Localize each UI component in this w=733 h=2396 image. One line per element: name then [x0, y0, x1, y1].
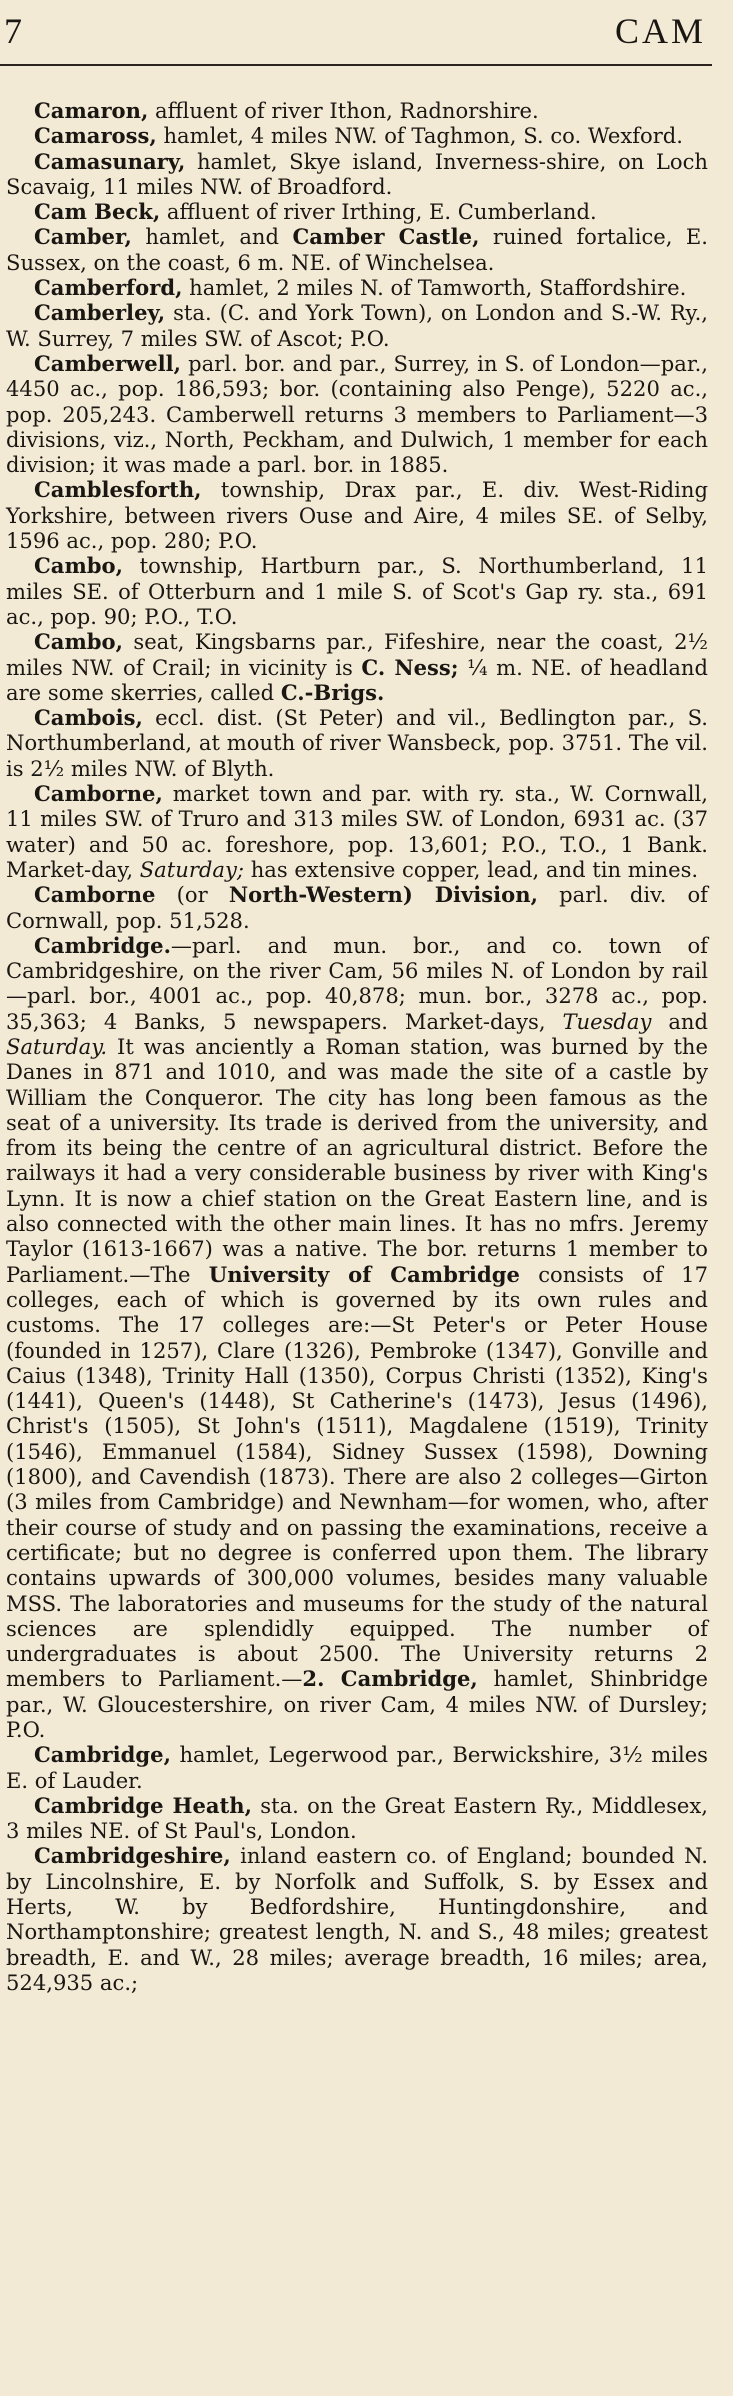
entry-cambridge-berwick: [6, 1742, 708, 1793]
entry-italic: Tuesday: [562, 1008, 652, 1034]
entry-cambo-seat: [6, 629, 708, 705]
entry-subheadword: C. Ness;: [361, 654, 459, 680]
entry-text: affluent of river Irthing, E. Cumberland.: [160, 199, 597, 225]
entry-text: It was anciently a Roman station, was burned by the Danes in 871 and 1010, and was made the site of a castle by William the Conqueror. The city has long been famous as the seat of a university. Its trade is derived from the university, and from its being the centre of an agricultural district. Before the railways it had a very considerable business by river with King's Lynn. It is now a chief station on the Great Eastern line, and is also connected with the other main lines. It has no mfrs. Jeremy Taylor (1613-1667) was a native. The bor. returns 1 member to Parliament.—The: [6, 1033, 708, 1287]
entry-text: and: [651, 1008, 708, 1034]
gazetteer-column: [6, 98, 708, 1995]
entry-text: parl. bor. and par., Surrey, in S. of London—par., 4450 ac., pop. 186,593; bor. (containing also Penge), 5220 ac., pop. 205,243. Camberwell returns 3 members to Parliament—3 divisions, viz., North, Peckham, and Dulwich, 1 member for each division; it was made a parl. bor. in 1885.: [6, 350, 708, 478]
entry-text: ruined fortalice, E. Sussex, on the coast, 6 m. NE. of Winchelsea.: [6, 224, 709, 275]
entry-text: township, Drax par., E. div. West-Riding Yorkshire, between rivers Ouse and Aire, 4 miles SE. of Selby, 1596 ac., pop. 280; P.O.: [6, 477, 708, 554]
entry-camberwell: [6, 351, 708, 477]
entry-text: ¼ m. NE. of headland are some skerries, called: [6, 654, 708, 705]
entry-headword: Camaross,: [34, 123, 157, 149]
entry-camborne: [6, 781, 708, 882]
entry-subheadword: Camber Castle,: [292, 224, 480, 250]
entry-headword: Cambridge,: [34, 1742, 171, 1768]
entry-headword: Cambo,: [34, 553, 123, 579]
entry-cambois: [6, 705, 708, 781]
entry-subheadword: North-Western) Division,: [228, 882, 538, 908]
entry-camber: [6, 224, 708, 275]
entry-cambridge: [6, 933, 708, 1743]
entry-cambridgeshire: [6, 1843, 708, 1995]
entry-headword: Cambridgeshire,: [34, 1843, 231, 1869]
entry-headword: Camberford,: [34, 275, 183, 301]
entry-subheadword: University of Cambridge: [208, 1261, 520, 1287]
entry-cambridge-heath: [6, 1793, 708, 1844]
entry-headword: Cambois,: [34, 705, 143, 731]
entry-camborne-division: [6, 882, 708, 933]
entry-headword: Cam Beck,: [34, 199, 161, 225]
entry-camasunary: [6, 149, 708, 200]
entry-cambo-township: [6, 553, 708, 629]
entry-text: hamlet, Shinbridge par., W. Gloucestershire, on river Cam, 4 miles NW. of Dursley; P.O.: [6, 1666, 708, 1742]
entry-text: has extensive copper, lead, and tin mines.: [244, 856, 699, 882]
header-rule: [0, 64, 712, 66]
entry-text: parl. div. of Cornwall, pop. 51,528.: [6, 882, 708, 933]
entry-subheadword: C.-Brigs.: [280, 679, 385, 705]
entry-headword: Camborne: [34, 882, 156, 908]
entry-text: consists of 17 colleges, each of which is governed by its own rules and customs. The 17 colleges are:—St Peter's or Peter House (founded in 1257), Clare (1326), Pembroke (1347), Gonville and Caius (1348), Trinity Hall (1350), Corpus Christi (1352), King's (1441), Queen's (1448), St Catherine's (1473), Jesus (1496), Christ's (1505), St John's (1511), Magdalene (1519), Trinity (1546), Emmanuel (1584), Sidney Sussex (1598), Downing (1800), and Cavendish (1873). There are also 2 colleges—Girton (3 miles from Cambridge) and Newnham—for women, who, after their course of study and on passing the examinations, receive a certificate; but no degree is conferred upon them. The library contains upwards of 300,000 volumes, besides many valuable MSS. The laboratories and museums for the study of the natural sciences are splendidly equipped. The number of undergraduates is about 2500. The University returns 2 members to Parliament.—: [6, 1261, 709, 1692]
entry-text: hamlet, Legerwood par., Berwickshire, 3½ miles E. of Lauder.: [6, 1742, 708, 1793]
entry-text: hamlet, and: [131, 224, 293, 250]
entry-headword: Cambridge.: [34, 932, 171, 958]
entry-headword: Camasunary,: [34, 148, 186, 174]
entry-italic: Saturday.: [6, 1033, 108, 1059]
entry-text: market town and par. with ry. sta., W. Cornwall, 11 miles SW. of Truro and 313 miles SW. of London, 6931 ac. (37 water) and 50 ac. foreshore, pop. 13,601; P.O., T.O., 1 Bank. Market-day,: [6, 781, 708, 882]
page-header: [0, 8, 712, 54]
page-number: 7: [4, 11, 22, 51]
entry-text: —parl. and mun. bor., and co. town of Cambridgeshire, on the river Cam, 56 miles N. of London by rail—parl. bor., 4001 ac., pop. 40,878; mun. bor., 3278 ac., pop. 35,363; 4 Banks, 5 newspapers. Market-days,: [6, 932, 708, 1034]
entry-camblesforth: [6, 477, 708, 553]
entry-text: hamlet, 2 miles N. of Tamworth, Staffordshire.: [182, 275, 687, 301]
entry-camaron: [6, 98, 708, 123]
entry-headword: Camberwell,: [34, 350, 182, 376]
entry-subheadword: 2. Cambridge,: [302, 1666, 478, 1692]
entry-text: affluent of river Ithon, Radnorshire.: [148, 98, 539, 123]
entry-headword: Cambo,: [34, 629, 123, 655]
entry-headword: Camblesforth,: [34, 477, 202, 503]
entry-headword: Camborne,: [34, 781, 163, 807]
entry-headword: Camaron,: [34, 98, 149, 123]
entry-headword: Camber,: [34, 224, 132, 250]
entry-camberford: [6, 275, 708, 300]
running-head: CAM: [614, 11, 706, 51]
entry-text: township, Hartburn par., S. Northumberland, 11 miles SE. of Otterburn and 1 mile S. of Scot's Gap ry. sta., 691 ac., pop. 90; P.O., T.O.: [6, 553, 708, 629]
entry-camberley: [6, 300, 708, 351]
entry-text: eccl. dist. (St Peter) and vil., Bedlington par., S. Northumberland, at mouth of river Wansbeck, pop. 3751. The vil. is 2½ miles NW. of Blyth.: [6, 705, 708, 781]
entry-headword: Cambridge Heath,: [34, 1792, 252, 1818]
entry-text: sta. on the Great Eastern Ry., Middlesex, 3 miles NE. of St Paul's, London.: [6, 1792, 708, 1844]
entry-text: seat, Kingsbarns par., Fifeshire, near the coast, 2½ miles NW. of Crail; in vicinity is: [6, 629, 708, 680]
entry-headword: Camberley,: [34, 300, 166, 326]
entry-cam-beck: [6, 199, 708, 224]
entry-text: hamlet, 4 miles NW. of Taghmon, S. co. Wexford.: [156, 123, 684, 149]
entry-text: (or: [155, 882, 229, 908]
entry-text: hamlet, Skye island, Inverness-shire, on Loch Scavaig, 11 miles NW. of Broadford.: [6, 148, 708, 199]
entry-italic: Saturday;: [139, 856, 245, 882]
entry-text: inland eastern co. of England; bounded N. by Lincolnshire, E. by Norfolk and Suffolk, S. by Essex and Herts, W. by Bedfordshire, Huntingdonshire, and Northamptonshire; greatest length, N. and S., 48 miles; greatest breadth, E. and W., 28 miles; average breadth, 16 miles; area, 524,935 ac.;: [6, 1843, 708, 1995]
entry-camaross: [6, 123, 708, 148]
entry-text: sta. (C. and York Town), on London and S.-W. Ry., W. Surrey, 7 miles SW. of Ascot; P.O.: [6, 300, 708, 351]
